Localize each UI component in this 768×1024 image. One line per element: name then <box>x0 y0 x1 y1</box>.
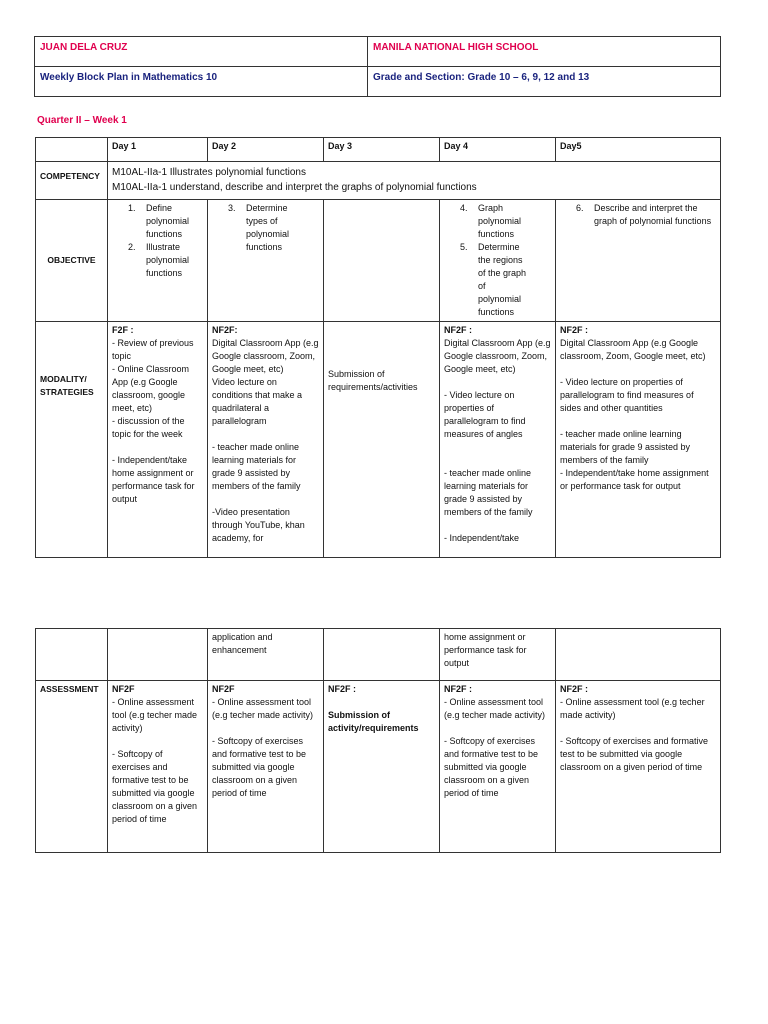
assessment-head: NF2F : <box>444 684 472 694</box>
modality-label <box>36 322 108 558</box>
competency-label: COMPETENCY <box>36 162 108 200</box>
quarter-week: Quarter II – Week 1 <box>37 115 127 126</box>
grade-section: Grade and Section: Grade 10 – 6, 9, 12 and 13 <box>368 67 721 97</box>
continuation-day-1 <box>108 629 208 681</box>
assessment-day-2 <box>208 681 324 853</box>
assessment-head: NF2F <box>112 684 135 694</box>
objective-day-3 <box>324 200 440 322</box>
modality-day-4 <box>440 322 556 558</box>
assessment-line: - Online assessment tool (e.g techer made activity) <box>112 697 198 733</box>
modality-line: -Video presentation through YouTube, khan academy, for <box>212 507 305 543</box>
day-2-header: Day 2 <box>208 138 324 162</box>
modality-day-2 <box>208 322 324 558</box>
modality-line: - Review of previous topic <box>112 338 194 361</box>
spacer <box>560 415 716 428</box>
objective-day-5 <box>556 200 721 322</box>
modality-line: Digital Classroom App (e.g Google classroom, Zoom, Google meet, etc) <box>444 338 551 374</box>
modality-line: Video lecture on conditions that make a quadrilateral a parallelogram <box>212 377 303 426</box>
corner-cell <box>36 138 108 162</box>
continuation-day-2: application and enhancement <box>208 629 324 681</box>
objective-day-4 <box>440 200 556 322</box>
modality-line: - teacher made online learning materials for grade 9 assisted by members of the family <box>444 468 533 517</box>
header-table <box>34 36 721 97</box>
assessment-head: NF2F : <box>328 684 356 694</box>
modality-line: - Video lecture on properties of parallelogram to find measures of sides and other quantities <box>560 377 694 413</box>
objective-number: 3. <box>228 203 236 213</box>
modality-head: F2F : <box>112 325 134 335</box>
continuation-day-5 <box>556 629 721 681</box>
spacer <box>212 722 319 735</box>
objective-day-1 <box>108 200 208 322</box>
assessment-line: - Softcopy of exercises and formative test to be submitted via google classroom on a given period of time <box>444 736 539 798</box>
modality-row <box>36 322 721 558</box>
spacer <box>212 493 319 506</box>
objective-item: Define polynomial functions <box>146 203 190 239</box>
assessment-day-4 <box>440 681 556 853</box>
assessment-line: - Online assessment tool (e.g techer made activity) <box>444 697 546 720</box>
objective-row <box>36 200 721 322</box>
modality-label-line: MODALITY/ <box>40 373 87 384</box>
plan-table <box>35 137 721 558</box>
modality-head: NF2F: <box>212 325 238 335</box>
modality-line: - discussion of the topic for the week <box>112 416 185 439</box>
day-header-row <box>36 138 721 162</box>
continuation-label <box>36 629 108 681</box>
objective-item: Illustrate polynomial functions <box>146 242 190 278</box>
objective-number: 2. <box>128 242 136 252</box>
competency-line: M10AL-IIa-1 understand, describe and interpret the graphs of polynomial functions <box>112 182 477 193</box>
day-3-header: Day 3 <box>324 138 440 162</box>
assessment-line: Submission of activity/requirements <box>328 710 419 733</box>
spacer <box>444 376 551 389</box>
assessment-label: ASSESSMENT <box>36 681 108 853</box>
assessment-head: NF2F <box>212 684 235 694</box>
assessment-line: - Softcopy of exercises and formative test to be submitted via google classroom on a given period of time <box>212 736 307 798</box>
spacer <box>560 363 716 376</box>
modality-line: - Online Classroom App (e.g Google classroom, google meet, etc) <box>112 364 190 413</box>
modality-day-3 <box>324 322 440 558</box>
modality-head: NF2F : <box>560 325 588 335</box>
modality-head: NF2F : <box>444 325 472 335</box>
teacher-name: JUAN DELA CRUZ <box>35 37 368 67</box>
objective-item: Determine the regions of the graph of polynomial functions <box>478 242 527 317</box>
assessment-line: - Softcopy of exercises and formative test to be submitted via google classroom on a given period of time <box>560 736 709 772</box>
spacer <box>212 428 319 441</box>
modality-line: - Independent/take home assignment or performance task for output <box>560 468 709 491</box>
modality-line: Submission of requirements/activities <box>328 368 418 392</box>
spacer <box>444 441 551 454</box>
objective-label: OBJECTIVE <box>36 200 108 322</box>
assessment-head: NF2F : <box>560 684 588 694</box>
spacer <box>444 454 551 467</box>
continuation-day-3 <box>324 629 440 681</box>
modality-line: Digital Classroom App (e.g Google classroom, Zoom, Google meet, etc) <box>212 338 319 374</box>
modality-day-1 <box>108 322 208 558</box>
continuation-row <box>36 629 721 681</box>
objective-day-2 <box>208 200 324 322</box>
plan-table-continued <box>35 628 721 853</box>
spacer <box>444 519 551 532</box>
spacer <box>112 441 203 454</box>
assessment-line: - Online assessment tool (e.g techer made activity) <box>560 697 705 720</box>
plan-title: Weekly Block Plan in Mathematics 10 <box>35 67 368 97</box>
competency-line: M10AL-IIa-1 Illustrates polynomial functions <box>112 167 306 178</box>
objective-number: 4. <box>460 203 468 213</box>
modality-line: - Independent/take home assignment or performance task for output <box>112 455 195 504</box>
spacer <box>560 722 716 735</box>
competency-row <box>36 162 721 200</box>
spacer <box>444 722 551 735</box>
assessment-line: - Softcopy of exercises and formative test to be submitted via google classroom on a given period of time <box>112 749 198 824</box>
objective-item: Graph polynomial functions <box>478 203 522 239</box>
objective-item: Describe and interpret the graph of polynomial functions <box>594 203 712 226</box>
modality-line: - Video lecture on properties of parallelogram to find measures of angles <box>444 390 526 439</box>
objective-number: 5. <box>460 242 468 252</box>
modality-label-line: STRATEGIES <box>40 386 94 397</box>
assessment-day-5 <box>556 681 721 853</box>
modality-line: - teacher made online learning materials for grade 9 assisted by members of the family <box>212 442 301 491</box>
objective-number: 6. <box>576 203 584 213</box>
assessment-line: - Online assessment tool (e.g techer made activity) <box>212 697 314 720</box>
objective-number: 1. <box>128 203 136 213</box>
spacer <box>112 735 203 748</box>
modality-line: - Independent/take <box>444 533 520 543</box>
modality-line: - teacher made online learning materials for grade 9 assisted by members of the family <box>560 429 691 465</box>
spacer <box>328 696 435 709</box>
modality-day-5 <box>556 322 721 558</box>
assessment-row <box>36 681 721 853</box>
assessment-day-3 <box>324 681 440 853</box>
day-4-header: Day 4 <box>440 138 556 162</box>
objective-item: Determine types of polynomial functions <box>246 203 290 252</box>
assessment-day-1 <box>108 681 208 853</box>
day-1-header: Day 1 <box>108 138 208 162</box>
competency-cell <box>108 162 721 200</box>
modality-line: Digital Classroom App (e.g Google classroom, Zoom, Google meet, etc) <box>560 338 706 361</box>
day-5-header: Day5 <box>556 138 721 162</box>
school-name: MANILA NATIONAL HIGH SCHOOL <box>368 37 721 67</box>
continuation-day-4: home assignment or performance task for output <box>440 629 556 681</box>
